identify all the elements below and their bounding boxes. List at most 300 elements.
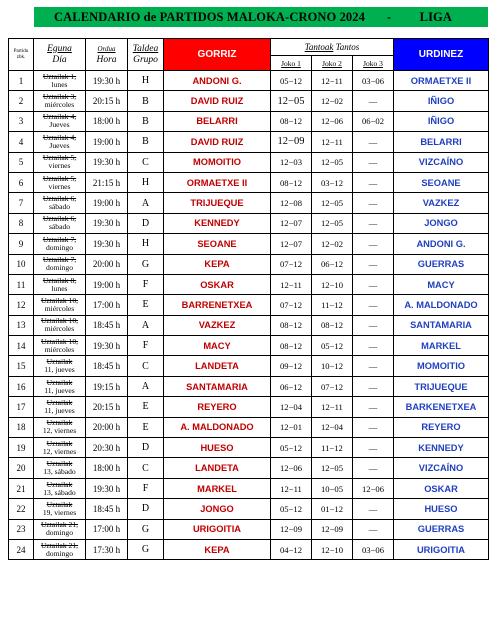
match-number: 1 <box>9 71 34 91</box>
match-number: 6 <box>9 172 34 192</box>
match-day-date: Uztailak 6, <box>42 194 77 204</box>
header-group <box>128 39 164 71</box>
match-day <box>34 234 86 254</box>
match-day-date: Uztailak <box>46 357 73 367</box>
match-number: 18 <box>9 417 34 437</box>
score-joko1: 12−03 <box>271 152 312 172</box>
score-joko1: 08−12 <box>271 172 312 192</box>
score-joko2: 06−12 <box>312 254 353 274</box>
header-day-eu: Eguna <box>47 43 72 54</box>
player-urdinez: KENNEDY <box>394 438 489 458</box>
player-gorriz: KENNEDY <box>164 213 271 233</box>
table-row <box>9 397 489 417</box>
score-joko3: — <box>353 356 394 376</box>
match-time: 19:00 h <box>86 132 128 152</box>
match-day-date: Uztailak <box>46 377 73 387</box>
score-joko2: 12−02 <box>312 234 353 254</box>
match-day-date: Uztailak 4, <box>42 132 77 142</box>
table-row <box>9 458 489 478</box>
match-day-date: Uztailak 4, <box>42 112 77 122</box>
score-joko3: — <box>353 499 394 519</box>
match-day <box>34 499 86 519</box>
match-time: 20:00 h <box>86 417 128 437</box>
score-joko3: — <box>353 91 394 111</box>
match-time: 18:00 h <box>86 458 128 478</box>
score-joko1: 12−07 <box>271 213 312 233</box>
match-day-weekday: 13, sábado <box>43 467 76 477</box>
player-gorriz: OSKAR <box>164 274 271 294</box>
score-joko3: 03−06 <box>353 71 394 91</box>
match-group: E <box>128 397 164 417</box>
table-row <box>9 315 489 335</box>
match-group: A <box>128 315 164 335</box>
score-joko3: — <box>353 295 394 315</box>
match-time: 19:00 h <box>86 274 128 294</box>
match-number: 2 <box>9 91 34 111</box>
match-day-weekday: 11, jueves <box>44 365 75 375</box>
match-day <box>34 336 86 356</box>
player-urdinez: URIGOITIA <box>394 539 489 559</box>
match-time: 18:00 h <box>86 111 128 131</box>
table-row <box>9 417 489 437</box>
player-gorriz: DAVID RUIZ <box>164 132 271 152</box>
match-day-weekday: 11, jueves <box>44 405 75 415</box>
player-gorriz: LANDETA <box>164 356 271 376</box>
player-urdinez: MOMOITIO <box>394 356 489 376</box>
header-time <box>86 39 128 71</box>
match-time: 19:30 h <box>86 152 128 172</box>
score-joko2: 12−05 <box>312 193 353 213</box>
match-group: G <box>128 254 164 274</box>
match-number: 7 <box>9 193 34 213</box>
table-row <box>9 438 489 458</box>
score-joko1: 12−07 <box>271 234 312 254</box>
match-time: 19:30 h <box>86 336 128 356</box>
player-gorriz: MACY <box>164 336 271 356</box>
player-gorriz: ANDONI G. <box>164 71 271 91</box>
match-number: 11 <box>9 274 34 294</box>
header-day-es: Día <box>52 54 67 65</box>
table-row <box>9 499 489 519</box>
title-dash: - <box>386 9 392 24</box>
table-row <box>9 213 489 233</box>
score-joko2: 12−06 <box>312 111 353 131</box>
player-urdinez: BELARRI <box>394 132 489 152</box>
player-gorriz: MOMOITIO <box>164 152 271 172</box>
match-group: H <box>128 234 164 254</box>
table-row <box>9 193 489 213</box>
match-day <box>34 356 86 376</box>
match-day <box>34 376 86 396</box>
player-urdinez: BARKENETXEA <box>394 397 489 417</box>
score-joko2: 03−12 <box>312 172 353 192</box>
player-gorriz: LANDETA <box>164 458 271 478</box>
match-day-date: Uztailak 10, <box>40 316 79 326</box>
score-joko3: — <box>353 234 394 254</box>
score-joko1: 08−12 <box>271 315 312 335</box>
score-joko1: 08−12 <box>271 111 312 131</box>
match-day-weekday: lunes <box>51 79 68 89</box>
player-urdinez: IÑIGO <box>394 91 489 111</box>
score-joko3: — <box>353 519 394 539</box>
schedule-table <box>8 38 489 560</box>
match-group: E <box>128 417 164 437</box>
header-num: Partidu zbk. <box>9 39 34 71</box>
header-tantoak: Tantoak <box>304 42 334 52</box>
player-gorriz: SANTAMARIA <box>164 376 271 396</box>
score-joko3: — <box>353 376 394 396</box>
match-group: G <box>128 519 164 539</box>
player-urdinez: HUESO <box>394 499 489 519</box>
match-day <box>34 519 86 539</box>
match-day-date: Uztailak 6, <box>42 214 77 224</box>
match-day-date: Uztailak <box>46 479 73 489</box>
score-joko1: 12−11 <box>271 478 312 498</box>
player-gorriz: BARRENETXEA <box>164 295 271 315</box>
match-day-date: Uztailak 1, <box>42 71 77 81</box>
player-urdinez: IÑIGO <box>394 111 489 131</box>
match-day <box>34 274 86 294</box>
score-joko1: 04−12 <box>271 539 312 559</box>
player-gorriz: MARKEL <box>164 478 271 498</box>
match-day <box>34 458 86 478</box>
match-day <box>34 111 86 131</box>
table-row <box>9 111 489 131</box>
score-joko2: 11−12 <box>312 438 353 458</box>
table-row <box>9 539 489 559</box>
match-group: C <box>128 152 164 172</box>
player-urdinez: VIZCAÍNO <box>394 152 489 172</box>
match-day-date: Uztailak 5, <box>42 173 77 183</box>
score-joko2: 12−11 <box>312 71 353 91</box>
match-day-weekday: viernes <box>48 181 71 191</box>
score-joko1: 08−12 <box>271 336 312 356</box>
match-day-date: Uztailak 21, <box>40 540 79 550</box>
score-joko2: 12−04 <box>312 417 353 437</box>
player-urdinez: ANDONI G. <box>394 234 489 254</box>
match-group: C <box>128 458 164 478</box>
match-day-weekday: 13, sábado <box>43 487 76 497</box>
match-day <box>34 438 86 458</box>
score-joko2: 12−11 <box>312 397 353 417</box>
player-urdinez: VAZKEZ <box>394 193 489 213</box>
match-day-weekday: lunes <box>51 283 68 293</box>
score-joko2: 05−12 <box>312 336 353 356</box>
match-time: 20:15 h <box>86 397 128 417</box>
match-number: 17 <box>9 397 34 417</box>
match-number: 8 <box>9 213 34 233</box>
match-group: F <box>128 478 164 498</box>
match-day-date: Uztailak <box>46 438 73 448</box>
score-joko3: — <box>353 336 394 356</box>
match-day-date: Uztailak <box>46 418 73 428</box>
match-day-weekday: miércoles <box>44 303 75 313</box>
match-day-weekday: domingo <box>45 263 73 273</box>
match-group: B <box>128 91 164 111</box>
score-joko2: 12−10 <box>312 539 353 559</box>
match-number: 21 <box>9 478 34 498</box>
header-joko1: Joko 1 <box>271 56 312 71</box>
score-joko1: 05−12 <box>271 71 312 91</box>
score-joko1: 12−06 <box>271 458 312 478</box>
header-gorriz: GORRIZ <box>164 39 271 71</box>
player-urdinez: GUERRAS <box>394 519 489 539</box>
match-group: A <box>128 376 164 396</box>
player-gorriz: JONGO <box>164 499 271 519</box>
page-title <box>34 7 488 27</box>
match-day <box>34 152 86 172</box>
match-day <box>34 71 86 91</box>
match-day-date: Uztailak 8, <box>42 275 77 285</box>
score-joko3: — <box>353 315 394 335</box>
table-row <box>9 336 489 356</box>
score-joko3: 03−06 <box>353 539 394 559</box>
table-row <box>9 152 489 172</box>
player-urdinez: ORMAETXE II <box>394 71 489 91</box>
match-day <box>34 172 86 192</box>
player-gorriz: DAVID RUIZ <box>164 91 271 111</box>
match-day-weekday: 12, viernes <box>42 426 77 436</box>
match-group: G <box>128 539 164 559</box>
header-time-eu: Ordua <box>97 44 116 53</box>
score-joko3: 12−06 <box>353 478 394 498</box>
score-joko2: 12−09 <box>312 519 353 539</box>
match-time: 20:15 h <box>86 91 128 111</box>
score-joko2: 12−05 <box>312 213 353 233</box>
match-day <box>34 254 86 274</box>
match-time: 19:30 h <box>86 234 128 254</box>
match-number: 24 <box>9 539 34 559</box>
match-day <box>34 132 86 152</box>
title-liga: LIGA <box>419 9 452 24</box>
match-group: D <box>128 213 164 233</box>
score-joko1: 06−12 <box>271 376 312 396</box>
match-time: 19:30 h <box>86 71 128 91</box>
player-urdinez: A. MALDONADO <box>394 295 489 315</box>
player-gorriz: TRIJUEQUE <box>164 193 271 213</box>
table-row <box>9 295 489 315</box>
match-time: 20:30 h <box>86 438 128 458</box>
score-joko1: 12−09 <box>271 132 312 152</box>
header-group-eu: Taldea <box>132 43 159 54</box>
player-urdinez: MACY <box>394 274 489 294</box>
match-day-weekday: miércoles <box>44 324 75 334</box>
match-day <box>34 213 86 233</box>
match-time: 18:45 h <box>86 356 128 376</box>
match-day-weekday: Jueves <box>49 140 70 150</box>
score-joko1: 05−12 <box>271 438 312 458</box>
match-day <box>34 315 86 335</box>
score-joko3: — <box>353 193 394 213</box>
header-group-es: Grupo <box>133 54 158 65</box>
header-scores <box>271 39 394 56</box>
match-day-weekday: miércoles <box>44 344 75 354</box>
match-day <box>34 539 86 559</box>
match-day <box>34 417 86 437</box>
player-urdinez: OSKAR <box>394 478 489 498</box>
match-number: 13 <box>9 315 34 335</box>
table-row <box>9 274 489 294</box>
score-joko2: 01−12 <box>312 499 353 519</box>
player-urdinez: REYERO <box>394 417 489 437</box>
match-group: F <box>128 274 164 294</box>
score-joko2: 10−12 <box>312 356 353 376</box>
match-day-weekday: domingo <box>45 242 73 252</box>
score-joko3: — <box>353 213 394 233</box>
match-number: 4 <box>9 132 34 152</box>
player-gorriz: ORMAETXE II <box>164 172 271 192</box>
player-urdinez: VIZCAÍNO <box>394 458 489 478</box>
match-day-weekday: domingo <box>45 548 73 558</box>
match-number: 20 <box>9 458 34 478</box>
match-group: B <box>128 111 164 131</box>
match-time: 19:30 h <box>86 213 128 233</box>
match-day-date: Uztailak 21, <box>40 520 79 530</box>
match-number: 3 <box>9 111 34 131</box>
player-gorriz: BELARRI <box>164 111 271 131</box>
score-joko1: 05−12 <box>271 499 312 519</box>
match-day <box>34 397 86 417</box>
player-urdinez: MARKEL <box>394 336 489 356</box>
match-day-weekday: Jueves <box>49 120 70 130</box>
match-time: 21:15 h <box>86 172 128 192</box>
score-joko2: 11−12 <box>312 295 353 315</box>
table-row <box>9 519 489 539</box>
player-gorriz: KEPA <box>164 254 271 274</box>
player-gorriz: SEOANE <box>164 234 271 254</box>
match-day-date: Uztailak 5, <box>42 153 77 163</box>
match-day-weekday: miércoles <box>44 100 75 110</box>
title-main: CALENDARIO de PARTIDOS MALOKA-CRONO 2024 <box>54 9 365 24</box>
player-urdinez: JONGO <box>394 213 489 233</box>
score-joko2: 10−05 <box>312 478 353 498</box>
match-day-date: Uztailak 7, <box>42 234 77 244</box>
match-day-date: Uztailak 3, <box>42 92 77 102</box>
match-number: 10 <box>9 254 34 274</box>
score-joko2: 07−12 <box>312 376 353 396</box>
score-joko1: 07−12 <box>271 295 312 315</box>
match-group: A <box>128 193 164 213</box>
match-day-weekday: sábado <box>48 202 71 212</box>
score-joko3: — <box>353 254 394 274</box>
match-time: 19:30 h <box>86 478 128 498</box>
match-number: 9 <box>9 234 34 254</box>
player-urdinez: SEOANE <box>394 172 489 192</box>
match-day-date: Uztailak <box>46 397 73 407</box>
match-number: 5 <box>9 152 34 172</box>
match-number: 15 <box>9 356 34 376</box>
score-joko3: — <box>353 417 394 437</box>
match-day-date: Uztailak 10, <box>40 336 79 346</box>
score-joko1: 12−05 <box>271 91 312 111</box>
match-group: F <box>128 336 164 356</box>
match-group: D <box>128 438 164 458</box>
match-group: B <box>128 132 164 152</box>
match-number: 19 <box>9 438 34 458</box>
match-time: 17:30 h <box>86 539 128 559</box>
match-time: 19:00 h <box>86 193 128 213</box>
match-time: 18:45 h <box>86 499 128 519</box>
match-number: 16 <box>9 376 34 396</box>
table-row <box>9 132 489 152</box>
score-joko3: — <box>353 132 394 152</box>
header-urdinez: URDINEZ <box>394 39 489 71</box>
match-number: 14 <box>9 336 34 356</box>
header-tantos: Tantos <box>335 42 360 52</box>
score-joko3: — <box>353 152 394 172</box>
match-day-weekday: 12, viernes <box>42 446 77 456</box>
score-joko2: 12−10 <box>312 274 353 294</box>
table-row <box>9 234 489 254</box>
player-gorriz: A. MALDONADO <box>164 417 271 437</box>
match-day <box>34 478 86 498</box>
match-day-weekday: 19, viernes <box>42 507 77 517</box>
match-group: E <box>128 295 164 315</box>
score-joko2: 12−02 <box>312 91 353 111</box>
score-joko1: 12−01 <box>271 417 312 437</box>
match-number: 22 <box>9 499 34 519</box>
match-time: 18:45 h <box>86 315 128 335</box>
score-joko3: 06−02 <box>353 111 394 131</box>
match-number: 23 <box>9 519 34 539</box>
score-joko2: 12−05 <box>312 152 353 172</box>
match-day-weekday: sábado <box>48 222 71 232</box>
match-day-weekday: domingo <box>45 528 73 538</box>
match-group: C <box>128 356 164 376</box>
table-row <box>9 91 489 111</box>
score-joko1: 12−04 <box>271 397 312 417</box>
table-row <box>9 356 489 376</box>
score-joko3: — <box>353 397 394 417</box>
score-joko2: 08−12 <box>312 315 353 335</box>
match-day <box>34 295 86 315</box>
player-urdinez: GUERRAS <box>394 254 489 274</box>
match-group: D <box>128 499 164 519</box>
player-gorriz: URIGOITIA <box>164 519 271 539</box>
score-joko3: — <box>353 458 394 478</box>
score-joko1: 12−09 <box>271 519 312 539</box>
player-gorriz: VAZKEZ <box>164 315 271 335</box>
player-urdinez: SANTAMARIA <box>394 315 489 335</box>
match-day-date: Uztailak <box>46 499 73 509</box>
match-day <box>34 193 86 213</box>
player-gorriz: HUESO <box>164 438 271 458</box>
score-joko2: 12−11 <box>312 132 353 152</box>
header-day <box>34 39 86 71</box>
score-joko1: 12−11 <box>271 274 312 294</box>
match-time: 17:00 h <box>86 519 128 539</box>
match-number: 12 <box>9 295 34 315</box>
score-joko1: 07−12 <box>271 254 312 274</box>
table-row <box>9 71 489 91</box>
player-gorriz: REYERO <box>164 397 271 417</box>
match-group: H <box>128 71 164 91</box>
table-row <box>9 478 489 498</box>
table-row <box>9 172 489 192</box>
match-day-date: Uztailak 7, <box>42 255 77 265</box>
score-joko3: — <box>353 438 394 458</box>
player-urdinez: TRIJUEQUE <box>394 376 489 396</box>
match-group: H <box>128 172 164 192</box>
score-joko2: 12−05 <box>312 458 353 478</box>
score-joko1: 09−12 <box>271 356 312 376</box>
header-time-es: Hora <box>96 54 117 65</box>
match-day-weekday: 11, jueves <box>44 385 75 395</box>
score-joko3: — <box>353 274 394 294</box>
header-joko3: Joko 3 <box>353 56 394 71</box>
score-joko3: — <box>353 172 394 192</box>
match-day <box>34 91 86 111</box>
